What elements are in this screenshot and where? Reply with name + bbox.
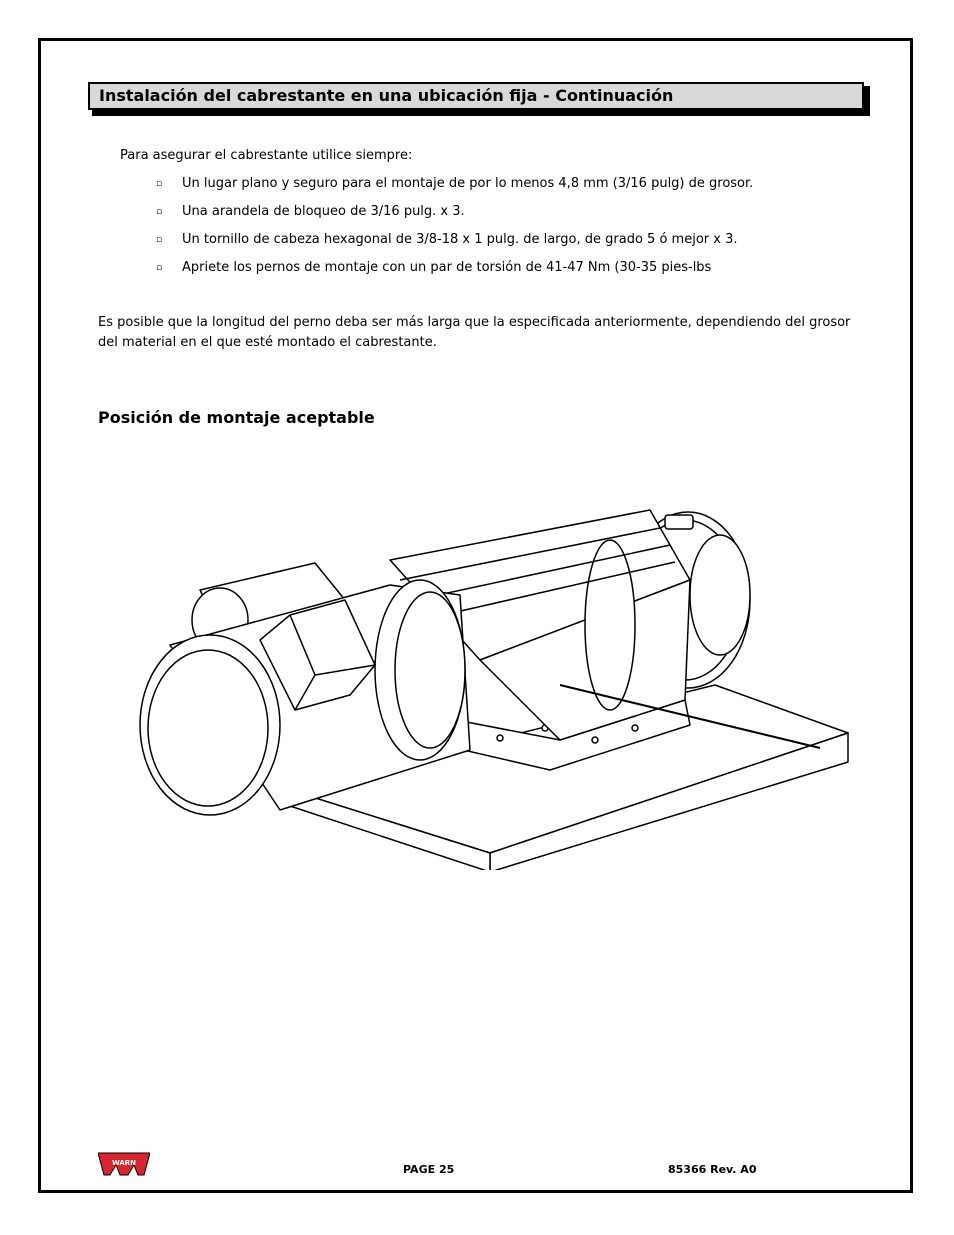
list-item [156,203,753,231]
requirements-list [156,175,753,287]
list-item-text: Un tornillo de cabeza hexagonal de 3/8-18 x 1 pulg. de largo, de grado 5 ó mejor x 3. [182,232,738,247]
list-item-text: Apriete los pernos de montaje con un par de torsión de 41-47 Nm (30-35 pies-lbs [182,260,712,275]
document-revision: 85366 Rev. A0 [668,1163,757,1176]
bullet-icon: ▫ [156,179,163,189]
list-item-text: Un lugar plano y seguro para el montaje de por lo menos 4,8 mm (3/16 pulg) de grosor. [182,176,754,191]
page-number: PAGE 25 [403,1163,455,1176]
list-item [156,259,753,287]
intro-text: Para asegurar el cabrestante utilice siempre: [120,148,413,163]
bullet-icon: ▫ [156,235,163,245]
logo-text: WARN [111,1159,137,1167]
section-header: Instalación del cabrestante en una ubicación fija - Continuación [88,82,864,110]
list-item [156,231,753,259]
list-item [156,175,753,203]
list-item-text: Una arandela de bloqueo de 3/16 pulg. x 3. [182,204,465,219]
bolt-length-note: Es posible que la longitud del perno deba ser más larga que la especificada anteriormente, dependiendo del grosor del material en el que esté montado el cabrestante. [98,315,851,350]
mounting-position-heading: Posición de montaje aceptable [98,408,375,427]
warn-logo [98,1151,150,1177]
winch-mounting-illustration [130,500,860,870]
bullet-icon: ▫ [156,263,163,273]
bullet-icon: ▫ [156,207,163,217]
